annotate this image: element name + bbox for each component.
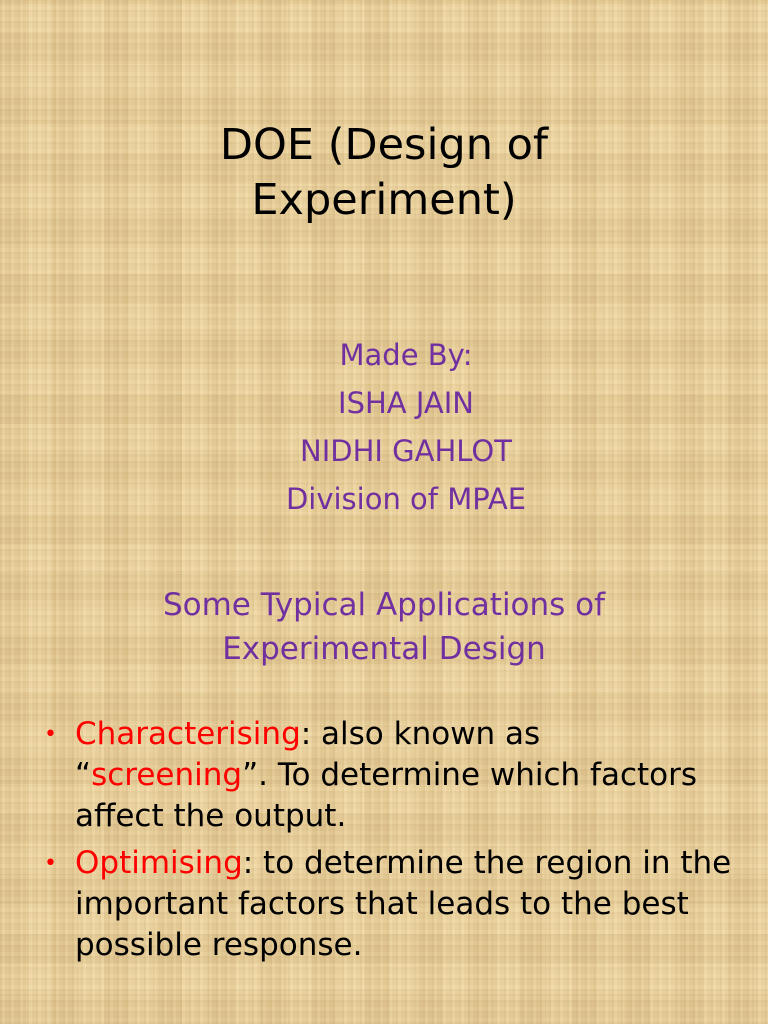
section-heading-line-2: Experimental Design	[222, 631, 546, 667]
author-block	[106, 331, 706, 523]
made-by-label: Made By:	[339, 338, 473, 372]
title-line-1: DOE (Design of	[219, 120, 549, 170]
bullet-term: Characterising	[75, 716, 301, 752]
division-label: Division of MPAE	[285, 482, 527, 516]
bullet-list	[44, 714, 744, 972]
bullet-marker-icon: •	[44, 722, 57, 747]
bullet-item-optimising	[44, 843, 744, 966]
bullet-term: Optimising	[75, 845, 243, 881]
slide-title	[84, 118, 684, 228]
bullet-item-characterising	[44, 714, 744, 837]
title-line-2: Experiment)	[251, 175, 517, 225]
author-name-1: ISHA JAIN	[338, 386, 474, 420]
author-name-2: NIDHI GAHLOT	[300, 434, 512, 468]
bullet-quoted-term: screening	[91, 757, 243, 793]
section-heading-line-1: Some Typical Applications of	[162, 587, 606, 623]
open-quote: “	[75, 757, 92, 793]
bullet-marker-icon: •	[44, 851, 57, 876]
bullet-text-continued: ”. To determine which factors affect the output.	[75, 757, 698, 834]
bullet-text: : to determine the region in the important factors that leads to the best possible response.	[75, 845, 732, 963]
bullet-text: : also known as	[300, 716, 541, 752]
section-heading	[84, 583, 684, 671]
